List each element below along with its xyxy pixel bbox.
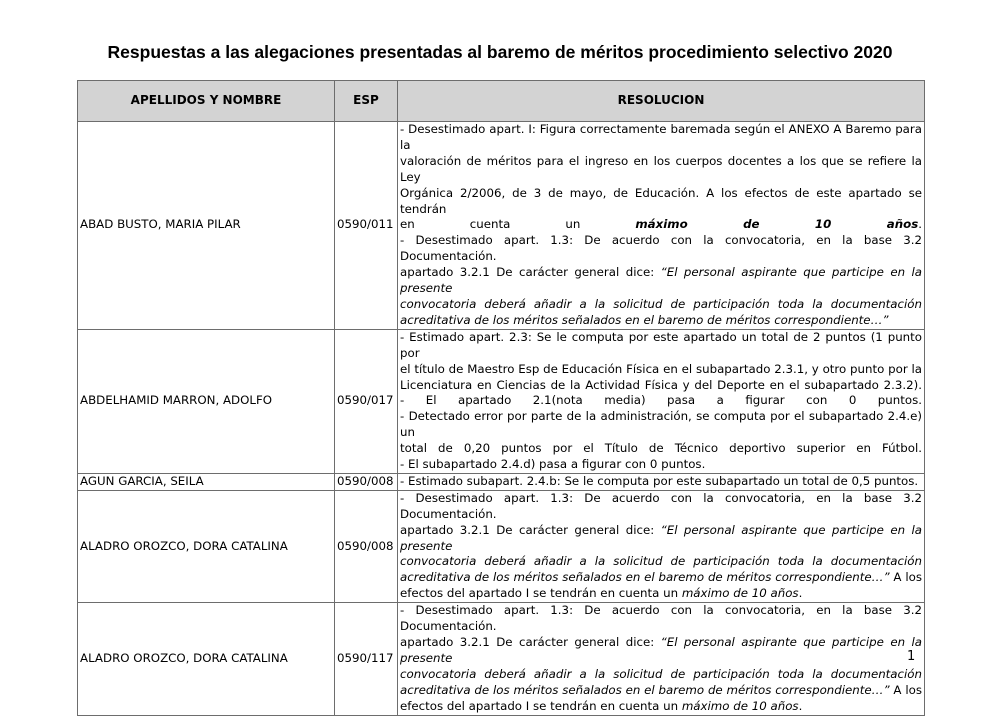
resolution-line: [400, 233, 922, 265]
column-header-name: APELLIDOS Y NOMBRE: [78, 81, 335, 122]
resolution-segment: en cuenta un: [400, 217, 636, 232]
resolution-segment: - Estimado apart. 2.3: Se le computa por este apartado un total de 2 puntos (1 punto por: [400, 329, 922, 360]
resolution-segment: - Desestimado apart. 1.3: De acuerdo con la convocatoria, en la base 3.2 Documentación.: [400, 490, 922, 521]
resolution-segment: máximo de 10 años: [681, 586, 799, 601]
resolution-segment: - Desestimado apart. 1.3: De acuerdo con la convocatoria, en la base 3.2 Documentación.: [400, 233, 922, 264]
resolution-line: [400, 603, 922, 635]
resolution-text: [398, 122, 925, 330]
resolution-segment: total de 0,20 puntos por el Título de Técnico deportivo superior en Fútbol.: [400, 441, 922, 456]
resolution-segment: - El subapartado 2.4.d) pasa a figurar con 0 puntos.: [400, 457, 706, 472]
resolution-segment: el título de Maestro Esp de Educación Física en el subapartado 2.3.1, y otro punto por la: [400, 361, 922, 376]
resolution-segment: A los: [889, 570, 922, 585]
resolution-segment: acreditativa de los méritos señalados en el baremo de méritos correspondiente…”: [400, 312, 889, 327]
resolution-text: [398, 329, 925, 473]
resolution-line: [400, 313, 922, 329]
specialty-code: 0590/008: [335, 490, 398, 602]
resolution-text: [398, 473, 925, 490]
specialty-code: 0590/011: [335, 122, 398, 330]
resolution-segment: efectos del apartado I se tendrán en cuenta un: [400, 698, 682, 713]
resolution-line: [400, 217, 922, 233]
resolution-line: [400, 265, 922, 297]
resolution-segment: .: [798, 586, 803, 601]
applicant-name: ABDELHAMID MARRON, ADOLFO: [78, 329, 335, 473]
resolution-segment: .: [798, 698, 803, 713]
resolution-segment: Orgánica 2/2006, de 3 de mayo, de Educación. A los efectos de este apartado se tendrán: [400, 185, 922, 216]
specialty-code: 0590/008: [335, 473, 398, 490]
resolution-line: [400, 523, 922, 555]
resolution-segment: valoración de méritos para el ingreso en los cuerpos docentes a los que se refiere la Ley: [400, 153, 922, 184]
table-row: [78, 603, 925, 715]
resolution-line: [400, 330, 922, 362]
column-header-esp: ESP: [335, 81, 398, 122]
applicant-name: ALADRO OROZCO, DORA CATALINA: [78, 490, 335, 602]
allegations-table: [77, 80, 925, 716]
table-body: [78, 122, 925, 716]
resolution-line: [400, 586, 922, 602]
resolution-segment: - Estimado subapart. 2.4.b: Se le computa por este subapartado un total de 0,5 puntos.: [400, 473, 919, 488]
resolution-line: [400, 393, 922, 409]
resolution-line: [400, 554, 922, 570]
page-number: 1: [907, 649, 916, 664]
page-title: Respuestas a las alegaciones presentadas al baremo de méritos procedimiento selectivo 2020: [107, 42, 893, 62]
resolution-line: [400, 667, 922, 683]
resolution-segment: máximo de 10 años: [635, 217, 919, 232]
resolution-segment: convocatoria deberá añadir a la solicitud de participación toda la documentación: [400, 296, 922, 311]
resolution-segment: acreditativa de los méritos señalados en el baremo de méritos correspondiente…”: [400, 570, 890, 585]
resolution-segment: acreditativa de los méritos señalados en el baremo de méritos correspondiente…”: [400, 682, 890, 697]
resolution-segment: apartado 3.2.1 De carácter general dice:: [400, 635, 661, 649]
resolution-line: [400, 122, 922, 154]
resolution-segment: Licenciatura en Ciencias de la Actividad Física y del Deporte en el subapartado 2.3.2).: [400, 377, 922, 392]
resolution-segment: - Desestimado apart. I: Figura correctamente baremada según el ANEXO A Baremo para la: [400, 122, 922, 152]
resolution-line: [400, 362, 922, 378]
resolution-segment: - Desestimado apart. 1.3: De acuerdo con la convocatoria, en la base 3.2 Documentación.: [400, 603, 922, 634]
resolution-segment: “El personal aspirante que participe en la presente: [400, 265, 922, 296]
resolution-line: [400, 474, 922, 490]
table-row: [78, 490, 925, 602]
resolution-line: [400, 457, 922, 473]
resolution-text: [398, 490, 925, 602]
resolution-line: [400, 297, 922, 313]
resolution-line: [400, 441, 922, 457]
column-header-resolution: RESOLUCION: [398, 81, 925, 122]
resolution-segment: A los: [889, 682, 922, 697]
resolution-segment: - El apartado 2.1(nota media) pasa a figurar con 0 puntos.: [400, 393, 922, 408]
resolution-segment: convocatoria deberá añadir a la solicitud de participación toda la documentación: [400, 554, 922, 569]
resolution-segment: - Detectado error por parte de la administración, se computa por el subapartado 2.4.e) un: [400, 409, 922, 440]
table-row: [78, 473, 925, 490]
specialty-code: 0590/017: [335, 329, 398, 473]
resolution-segment: apartado 3.2.1 De carácter general dice:: [400, 265, 661, 280]
resolution-line: [400, 409, 922, 441]
resolution-line: [400, 186, 922, 218]
resolution-segment: efectos del apartado I se tendrán en cuenta un: [400, 586, 682, 601]
resolution-line: [400, 570, 922, 586]
resolution-text: [398, 603, 925, 715]
resolution-segment: máximo de 10 años: [681, 698, 799, 713]
specialty-code: 0590/117: [335, 603, 398, 715]
applicant-name: ALADRO OROZCO, DORA CATALINA: [78, 603, 335, 715]
table-row: [78, 329, 925, 473]
resolution-segment: “El personal aspirante que participe en la presente: [400, 635, 922, 665]
resolution-line: [400, 491, 922, 523]
table-row: [78, 122, 925, 330]
resolution-segment: convocatoria deberá añadir a la solicitud de participación toda la documentación: [400, 666, 922, 681]
applicant-name: AGUN GARCIA, SEILA: [78, 473, 335, 490]
resolution-line: [400, 154, 922, 186]
resolution-segment: apartado 3.2.1 De carácter general dice:: [400, 522, 661, 537]
resolution-line: [400, 683, 922, 699]
resolution-line: [400, 635, 922, 667]
table-header-row: [78, 81, 925, 122]
resolution-line: [400, 378, 922, 394]
resolution-segment: “El personal aspirante que participe en la presente: [400, 522, 922, 553]
resolution-segment: .: [918, 217, 922, 232]
applicant-name: ABAD BUSTO, MARIA PILAR: [78, 122, 335, 330]
